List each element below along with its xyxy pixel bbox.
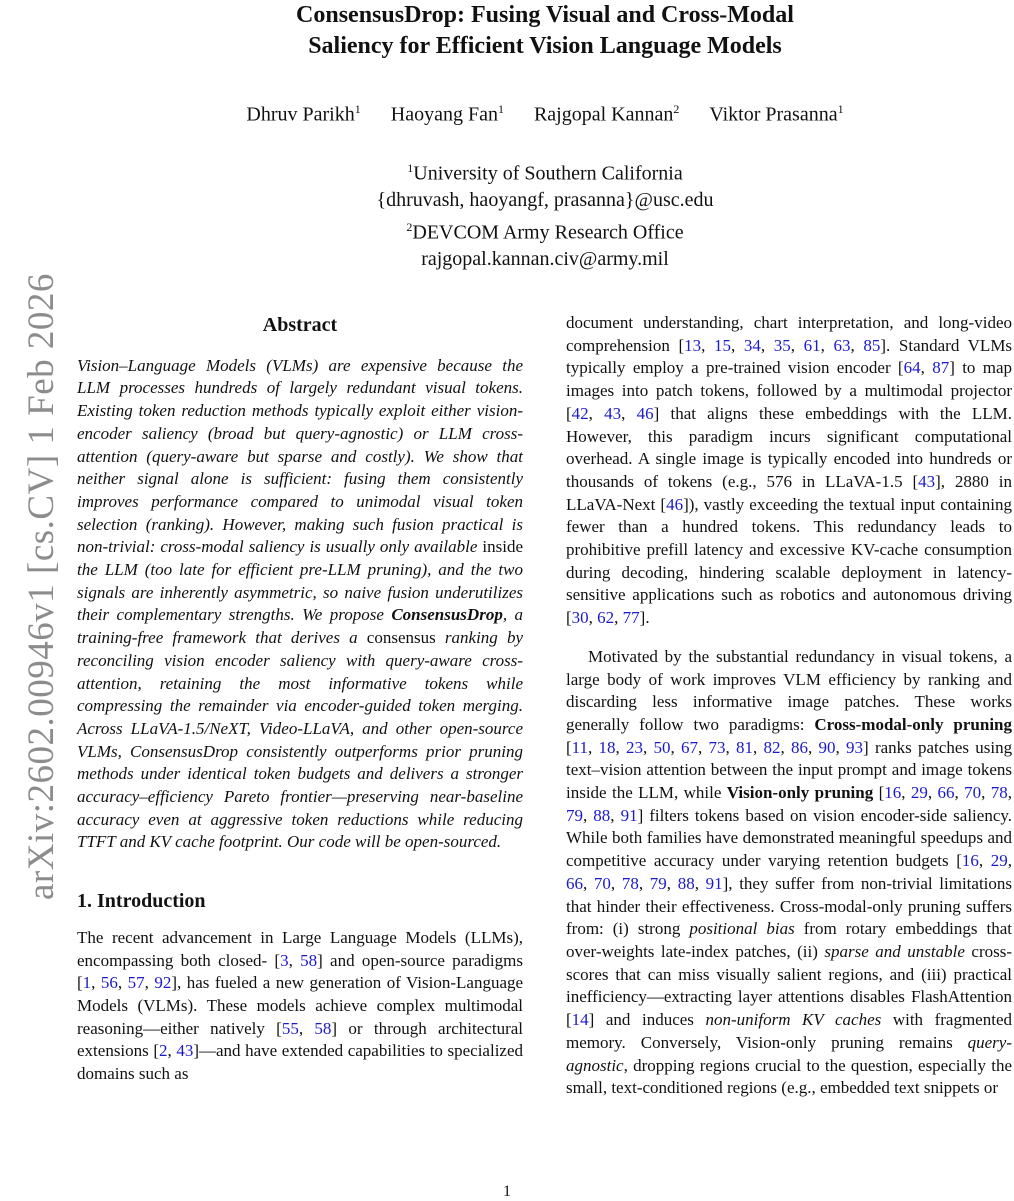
email-line: {dhruvash, haoyangf, prasanna}@usc.edu	[376, 189, 714, 212]
paper-title	[200, 0, 890, 62]
citation-link[interactable]: 1	[82, 973, 92, 993]
citation-link[interactable]: 88	[593, 805, 611, 825]
citation-link[interactable]: 61	[803, 335, 821, 355]
citation-link[interactable]: 81	[736, 737, 754, 757]
citation-link[interactable]: 93	[846, 737, 864, 757]
citation-link[interactable]: 55	[281, 1018, 299, 1038]
citation-link[interactable]: 15	[714, 335, 732, 355]
citation-link[interactable]: 42	[571, 403, 589, 423]
citation-link[interactable]: 43	[918, 471, 936, 491]
title-line: Saliency for Efficient Vision Language Models	[308, 33, 782, 59]
citation-link[interactable]: 64	[903, 358, 921, 378]
title-line: ConsensusDrop: Fusing Visual and Cross-Modal	[296, 2, 794, 28]
intro-paragraph: The recent advancement in Large Language Models (LLMs), encompassing both closed- [3, 58] and open-source paradigms [1, 56, 57, 92], has fueled a new generation of Vision-Language Models (VLMs). These models achieve complex multimodal reasoning—either natively [55, 58] or through architectural extensions [2, 43]—and have extended capabilities to specialized domains such as	[77, 927, 524, 1084]
citation-link[interactable]: 92	[154, 973, 172, 993]
citation-link[interactable]: 46	[666, 494, 684, 514]
section-heading: 1. Introduction	[77, 890, 206, 913]
citation-link[interactable]: 63	[833, 335, 851, 355]
citation-link[interactable]: 78	[621, 873, 639, 893]
citation-link[interactable]: 66	[566, 873, 583, 893]
citation-link[interactable]: 79	[649, 873, 667, 893]
citation-link[interactable]: 16	[961, 851, 979, 871]
citation-link[interactable]: 23	[626, 737, 644, 757]
right-column	[566, 312, 1012, 1100]
citation-link[interactable]: 90	[818, 737, 836, 757]
citation-link[interactable]: 73	[708, 737, 726, 757]
email-line: rajgopal.kannan.civ@army.mil	[421, 247, 669, 270]
citation-link[interactable]: 70	[964, 783, 982, 803]
citation-link[interactable]: 56	[100, 973, 118, 993]
citation-link[interactable]: 14	[571, 1010, 589, 1030]
intro-paragraph-continued: document understanding, chart interpretation, and long-video comprehension [13, 15, 34, 35, 61, 63, 85]. Standard VLMs typically employ a pre-trained vision encoder [64, 87] to map images into patch tokens, followed by a multimodal projector [42, 43, 46] that aligns these embeddings with the LLM. However, this paradigm incurs significant computational overhead. A single image is typically encoded into hundreds or thousands of tokens (e.g., 576 in LLaVA-1.5 [43], 2880 in LLaVA-Next [46]), vastly exceeding the textual input containing fewer than a hundred tokens. This redundancy leads to prohibitive prefill latency and excessive KV-cache consumption during decoding, hindering scalable deployment in latency-sensitive applications such as robotics and autonomous driving [30, 62, 77].	[566, 313, 1013, 628]
citation-link[interactable]: 91	[705, 873, 723, 893]
citation-link[interactable]: 16	[884, 783, 902, 803]
citation-link[interactable]: 43	[604, 403, 622, 423]
citation-link[interactable]: 3	[280, 950, 289, 970]
citation-link[interactable]: 67	[681, 737, 699, 757]
citation-link[interactable]: 78	[990, 783, 1008, 803]
arxiv-identifier: arXiv:2602.00946v1 [cs.CV] 1 Feb 2026	[21, 273, 62, 900]
author-list	[150, 102, 940, 127]
citation-link[interactable]: 91	[620, 805, 638, 825]
author: Haoyang Fan$^1$	[390, 102, 504, 126]
citation-link[interactable]: 70	[593, 873, 611, 893]
abstract-heading: Abstract	[262, 314, 338, 336]
citation-link[interactable]: 66	[937, 783, 955, 803]
citation-link[interactable]: 88	[677, 873, 695, 893]
citation-link[interactable]: 57	[127, 973, 145, 993]
citation-link[interactable]: 85	[863, 335, 881, 355]
citation-link[interactable]: 2	[159, 1041, 168, 1061]
intro-continued: ]—and have extended capabilities to specialized domains such as	[77, 1041, 524, 1084]
citation-link[interactable]: 29	[990, 851, 1008, 871]
abstract-text: Vision–Language Models (VLMs) are expensive because the LLM processes hundreds of largely redundant visual tokens. Existing token reduction methods typically exploit either vision-encoder saliency (broad but query-agnostic) or LLM cross-attention (query-aware but sparse and costly). We show that neither signal alone is sufficient: fusing them consistently improves performance compared to unimodal visual token selection (ranking). However, making such fusion practical is non-trivial: cross-modal saliency is usually only available inside the LLM (too late for efficient pre-LLM pruning), and the two signals are inherently asymmetric, so naive fusion underutilizes their complementary strengths. We propose ConsensusDrop, a training-free framework that derives a consensus ranking by reconciling vision encoder saliency with query-aware cross-attention, retaining the most informative tokens while compressing the remainder via encoder-guided token merging. Across LLaVA-1.5/NeXT, Video-LLaVA, and other open-source VLMs, ConsensusDrop consistently outperforms prior pruning methods under identical token budgets and delivers a stronger accuracy–efficiency Pareto frontier—preserving near-baseline accuracy even at aggressive token reductions while reducing TTFT and KV cache footprint. Our code will be open-sourced.	[77, 355, 524, 852]
citation-link[interactable]: 11	[571, 737, 589, 757]
page-number: 1	[503, 1183, 511, 1200]
citation-link[interactable]: 62	[597, 608, 615, 628]
citation-link[interactable]: 77	[622, 608, 640, 628]
citation-link[interactable]: 46	[636, 403, 654, 423]
left-column	[77, 312, 523, 1086]
citation-link[interactable]: 43	[176, 1041, 194, 1061]
affiliation-line: $^1$University of Southern California	[407, 161, 683, 185]
citation-link[interactable]: 30	[571, 608, 589, 628]
citation-link[interactable]: 34	[743, 335, 761, 355]
citation-link[interactable]: 29	[910, 783, 928, 803]
author: Dhruv Parikh$^1$	[246, 102, 361, 126]
citation-link[interactable]: 50	[653, 737, 671, 757]
citation-link[interactable]: 82	[763, 737, 781, 757]
citation-link[interactable]: 87	[932, 358, 950, 378]
affiliations	[200, 155, 890, 272]
citation-link[interactable]: 58	[300, 950, 318, 970]
author: Rajgopal Kannan$^2$	[533, 102, 680, 126]
affiliation-line: $^2$DEVCOM Army Research Office	[406, 219, 684, 244]
citation-link[interactable]: 18	[598, 737, 616, 757]
citation-link[interactable]: 13	[684, 335, 702, 355]
author: Viktor Prasanna$^1$	[709, 102, 844, 126]
citation-link[interactable]: 35	[773, 335, 791, 355]
body-paragraph: Motivated by the substantial redundancy in visual tokens, a large body of work improves VLM efficiency by ranking and discarding less informative image patches. These works generally follow two paradigms: Cross-modal-only pruning [11, 18, 23, 50, 67, 73, 81, 82, 86, 90, 93] ranks patches using text–vision attention between the input prompt and image tokens inside the LLM, while Vision-only pruning [16, 29, 66, 70, 78, 79, 88, 91] filters tokens based on vision encoder-side saliency. While both families have demonstrated meaningful speedups and competitive accuracy under varying retention budgets [16, 29, 66, 70, 78, 79, 88, 91], they suffer from non-trivial limitations that hinder their effectiveness. Cross-modal-only pruning suffers from: (i) strong positional bias from rotary embeddings that over-weights late-index patches, (ii) sparse and unstable cross-scores that can miss visually salient regions, and (iii) practical inefficiency—extracting layer attentions disables FlashAttention [14] and induces non-uniform KV caches with fragmented memory. Conversely, Vision-only pruning remains query-agnostic, dropping regions crucial to the question, especially the small, text-conditioned regions (e.g., embedded text snippets or	[566, 646, 1013, 1098]
citation-link[interactable]: 86	[791, 737, 809, 757]
citation-link[interactable]: 58	[314, 1018, 332, 1038]
citation-link[interactable]: 79	[566, 805, 583, 825]
